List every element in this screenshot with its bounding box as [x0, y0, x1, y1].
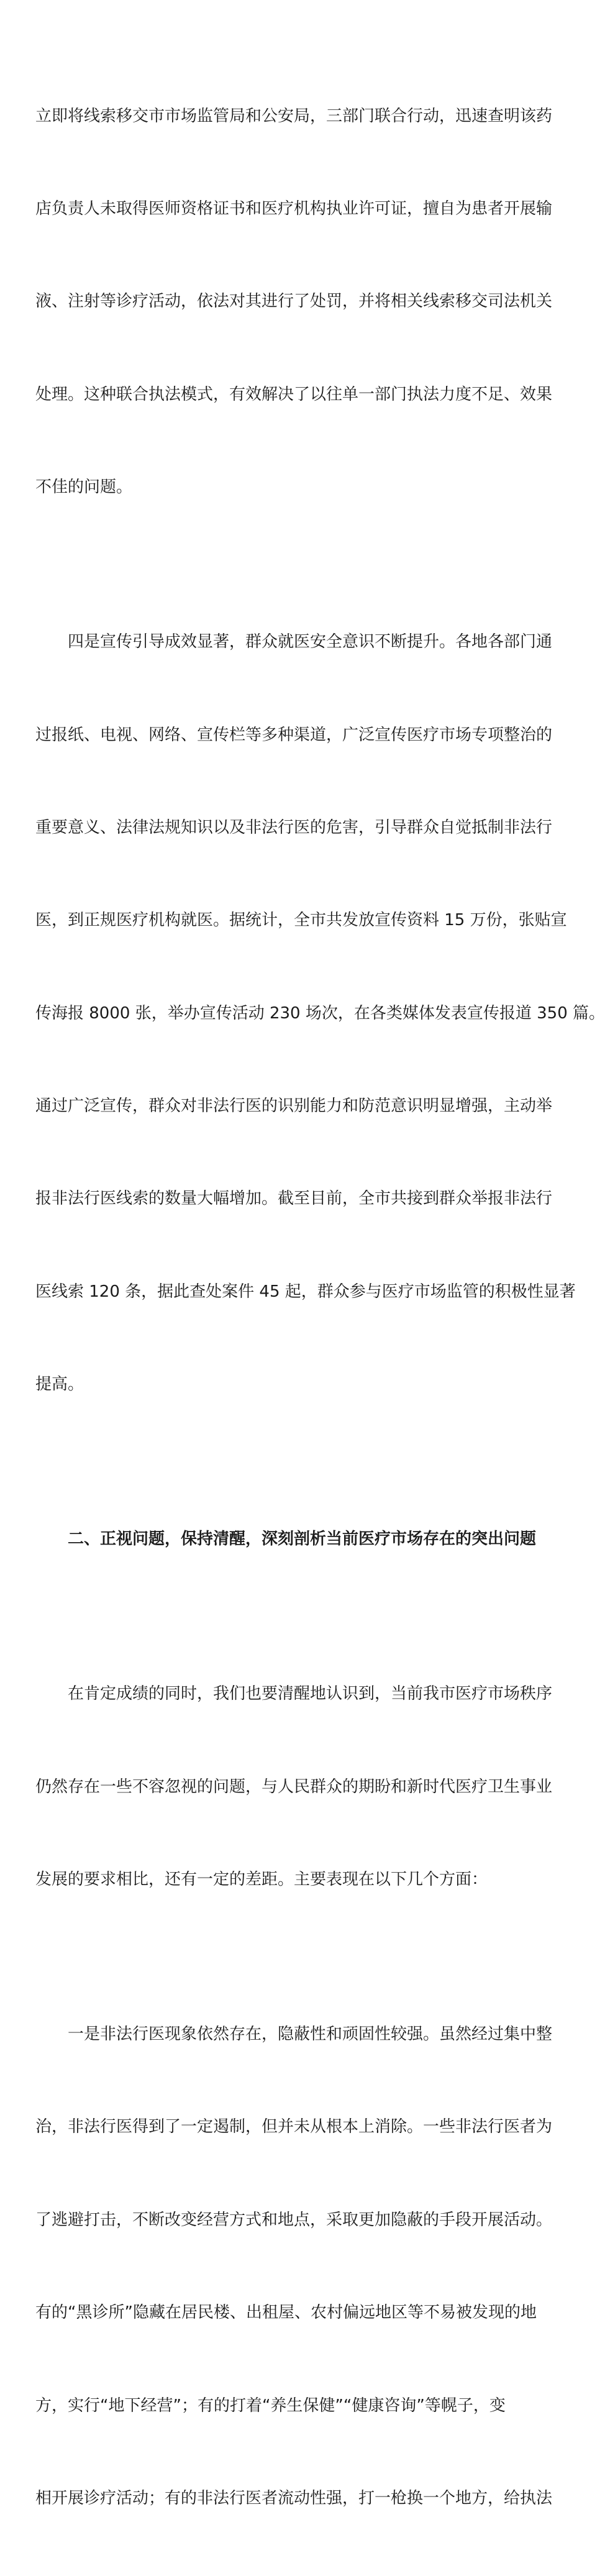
- text-line: 报非法行医线索的数量大幅增加。截至目前，全市共接到群众举报非法行: [35, 1189, 553, 1208]
- text-line: 方，实行“地下经营”；有的打着“养生保健”“健康咨询”等幌子，变: [35, 2396, 506, 2415]
- text-line: 有的“黑诊所”隐藏在居民楼、出租屋、农村偏远地区等不易被发现的地: [35, 2303, 537, 2323]
- text-line: 处理。这种联合执法模式，有效解决了以往单一部门执法力度不足、效果: [35, 385, 553, 404]
- section-heading: [35, 1463, 555, 1617]
- paragraph-publicity: [35, 565, 605, 1463]
- text-line: 发展的要求相比，还有一定的差距。主要表现在以下几个方面：: [35, 1870, 488, 1889]
- text-line: 一是非法行医现象依然存在，隐蔽性和顽固性较强。虽然经过集中整: [68, 2025, 553, 2044]
- text-line: 重要意义、法律法规知识以及非法行医的危害，引导群众自觉抵制非法行: [35, 818, 553, 837]
- text-line: 了逃避打击，不断改变经营方式和地点，采取更加隐蔽的手段开展活动。: [35, 2210, 553, 2229]
- paragraph-joint-enforcement: [35, 39, 555, 565]
- text-line: 相开展诊疗活动；有的非法行医者流动性强，打一枪换一个地方，给执法: [35, 2488, 553, 2508]
- text-line: 医，到正规医疗机构就医。据统计，全市共发放宣传资料 15 万份，张贴宣: [35, 911, 567, 930]
- text-line: 液、注射等诊疗活动，依法对其进行了处罚，并将相关线索移交司法机关: [35, 292, 553, 311]
- text-line: 医线索 120 条，据此查处案件 45 起，群众参与医疗市场监管的积极性显著: [35, 1282, 576, 1301]
- text-line: 过报纸、电视、网络、宣传栏等多种渠道，广泛宣传医疗市场专项整治的: [35, 725, 553, 744]
- text-line: 不佳的问题。: [35, 478, 133, 497]
- section-heading-text: 二、正视问题，保持清醒，深刻剖析当前医疗市场存在的突出问题: [68, 1530, 537, 1549]
- text-line: 通过广泛宣传，群众对非法行医的识别能力和防范意识明显增强，主动举: [35, 1097, 553, 1116]
- paragraph-problems-intro: [35, 1617, 555, 1958]
- text-line: 店负责人未取得医师资格证书和医疗机构执业许可证，擅自为患者开展输: [35, 199, 553, 218]
- document-body: [35, 39, 605, 2576]
- text-line: 治，非法行医得到了一定遏制，但并未从根本上消除。一些非法行医者为: [35, 2117, 553, 2137]
- text-line: 四是宣传引导成效显著，群众就医安全意识不断提升。各地各部门通: [68, 633, 553, 652]
- text-line: 传海报 8000 张，举办宣传活动 230 场次，在各类媒体发表宣传报道 350 篇。: [35, 1003, 605, 1023]
- text-line: 立即将线索移交市市场监管局和公安局，三部门联合行动，迅速查明该药: [35, 106, 553, 126]
- paragraph-illegal-practice: [35, 1957, 555, 2576]
- text-line: 仍然存在一些不容忽视的问题，与人民群众的期盼和新时代医疗卫生事业: [35, 1777, 553, 1796]
- text-line: 在肯定成绩的同时，我们也要清醒地认识到，当前我市医疗市场秩序: [68, 1684, 553, 1704]
- text-line: 提高。: [35, 1375, 84, 1394]
